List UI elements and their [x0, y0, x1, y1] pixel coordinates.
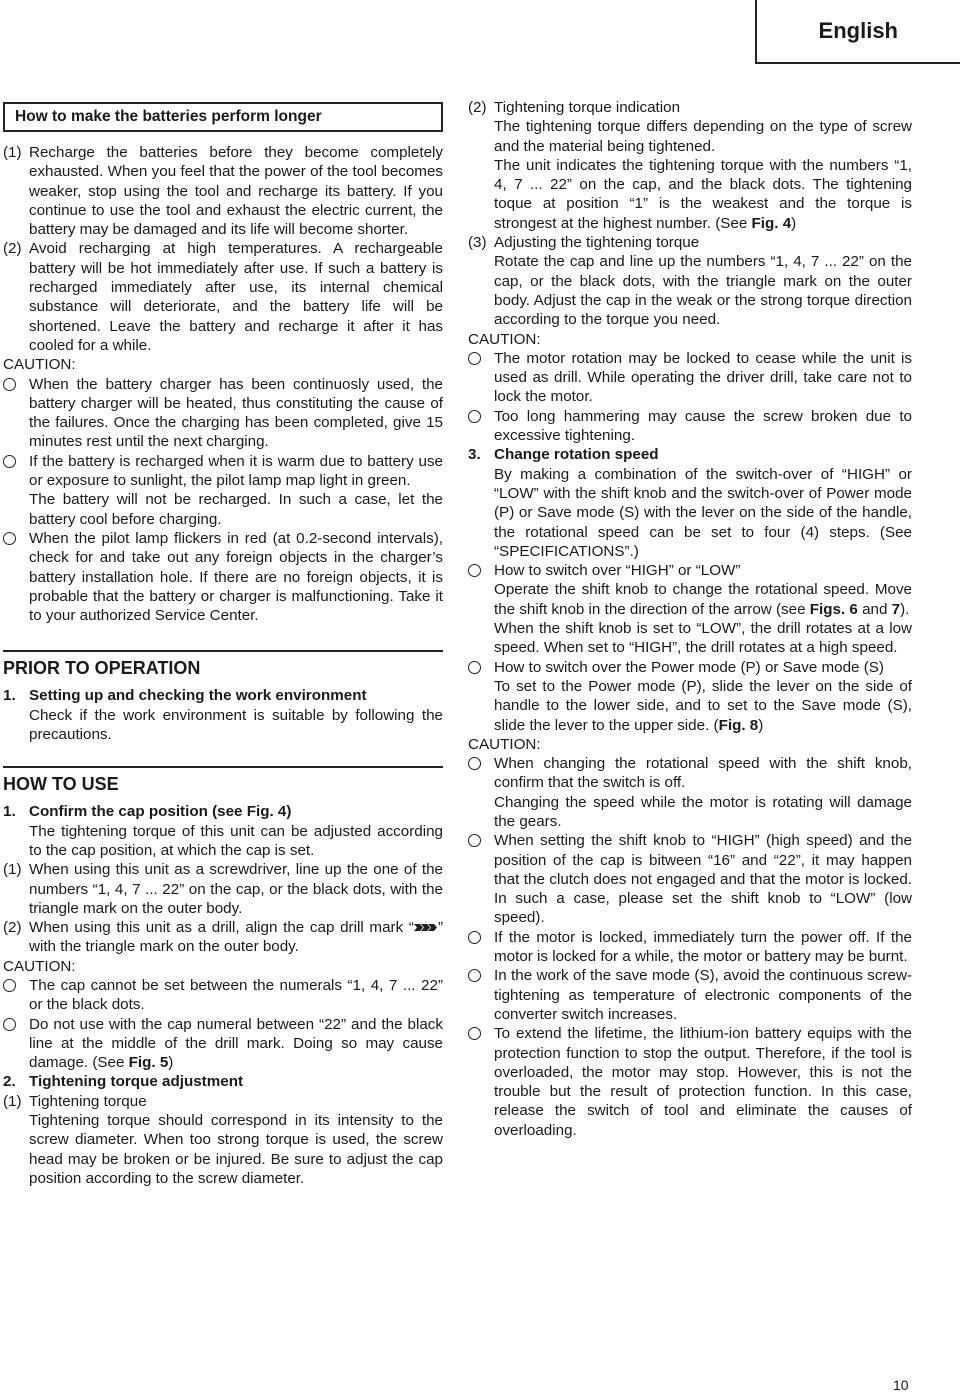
caution-heading: CAUTION: — [3, 356, 76, 374]
circle-bullet-icon — [468, 658, 494, 735]
howto-item-2 — [3, 1072, 443, 1091]
item-label: 2. — [3, 1073, 16, 1091]
circle-bullet-icon — [468, 407, 494, 446]
figure-reference: Fig. 8 — [718, 716, 759, 734]
caution-bullet — [468, 407, 912, 446]
item-label: (3) — [468, 234, 487, 252]
item-label: (2) — [468, 99, 487, 116]
bullet-text: Too long hammering may cause the screw broken due to excessive tightening. — [494, 407, 912, 445]
bullet-text: When the battery charger has been continuosly used, the battery charger will be heated, thus constituting the cause of the failures. Once the charging has been completed, give 15 minutes rest until the next charging. — [29, 375, 443, 451]
caution-bullet — [468, 349, 912, 407]
caution-bullet — [3, 375, 443, 452]
item-text: Avoid recharging at high temperatures. A rechargeable battery will be hot immediately after use. If such a battery is recharged immediately after use, its internal chemical substance will deteriorate, and the battery life will be shortened. Leave the battery and recharge it after it has cooled for a while. — [29, 240, 443, 354]
power-save-bullet — [468, 658, 912, 735]
item-text: By making a combination of the switch-over of “HIGH” or “LOW” with the shift knob and the switch-over of Power mode (P) or Save mode (S) with the lever on the side of the handle, the rotational speed can be set to four (4) steps. (See “SPECIFICATIONS”.) — [494, 465, 912, 560]
item-label: (1) — [3, 861, 22, 879]
caution-bullet — [3, 1015, 443, 1073]
item-text: Tightening torque should correspond in its intensity to the screw diameter. When too strong torque is used, the screw head may be broken or be injured. Be sure to adjust the cap position according to the screw diameter. — [29, 1112, 443, 1187]
item-text: ) — [791, 214, 797, 232]
item-text: The tightening torque differs depending on the type of screw and the material being tightened. — [494, 118, 912, 155]
rotation-speed-item — [468, 445, 912, 561]
bullet-text: To extend the lifetime, the lithium-ion battery equips with the protection function to stop the output. Therefore, if the tool is overloaded, the motor may stop. However, this is not the trouble but the result of protection function. In this case, release the switch of tool and eliminate the causes of overloading. — [494, 1025, 912, 1139]
caution-bullet — [3, 452, 443, 529]
bullet-text: When the pilot lamp flickers in red (at 0.2-second intervals), check for and take out any foreign objects in the charger’s battery installation hole. If there are no foreign objects, it is probable that the battery or charger is malfunctioning. Take it to your authorized Service Center. — [29, 529, 443, 625]
bullet-text: When setting the shift knob to “HIGH” (high speed) and the position of the cap is bitween “16” and “22”, it may happen that the clutch does not engaged and that the motor is locked. In such a case, please set the shift knob to “LOW” (low speed). — [494, 832, 912, 927]
torque-indication-item — [468, 98, 912, 233]
figure-reference: Fig. 5 — [128, 1054, 169, 1072]
circle-bullet-icon — [3, 529, 29, 625]
item-text: Rotate the cap and line up the numbers “1, 4, 7 ... 22” on the cap, or the black dots, with the triangle mark on the outer body. Adjust the cap in the weak or the strong torque direction according to the torque you need. — [494, 253, 912, 329]
bullet-text: In the work of the save mode (S), avoid the continuous screw-tightening as temperature of electronic components of the converter switch increases. — [494, 967, 912, 1023]
bullet-text: The cap cannot be set between the numerals “1, 4, 7 ... 22” or the black dots. — [29, 976, 443, 1014]
item-label: 1. — [3, 687, 16, 705]
language-label: English — [818, 18, 898, 44]
language-tab — [755, 0, 960, 64]
drill-mark-icon — [414, 922, 438, 933]
bullet-text-part: If the battery is recharged when it is warm due to battery use or exposure to sunlight, the pilot lamp map light in green. — [29, 452, 443, 490]
item-text: When using this unit as a screwdriver, line up the one of the numbers “1, 4, 7 ... 22” on the cap, or the black dots, with the triangle mark on the outer body. — [29, 861, 443, 917]
bullet-text-part: The battery will not be recharged. In such a case, let the battery cool before charging. — [29, 491, 443, 528]
item-label: (2) — [3, 919, 22, 937]
figure-reference: Fig. 4 — [751, 214, 792, 232]
bullet-text: The motor rotation may be locked to cease while the unit is used as drill. While operating the driver drill, take care not to lock the motor. — [494, 349, 912, 406]
battery-section-title-text: How to make the batteries perform longer — [15, 108, 322, 126]
caution-bullet — [468, 831, 912, 927]
battery-item-2 — [3, 239, 443, 355]
item-text: The unit indicates the tightening torque with the numbers “1, 4, 7 ... 22” on the cap, and the black dots. The tightening toque at position “1” is the weakest and the torque is strongest at the highest number. (See — [494, 156, 912, 232]
circle-bullet-icon — [3, 976, 29, 1015]
item-label: (1) — [3, 1092, 22, 1110]
bullet-text: Operate the shift knob to change the rotational speed. Move the shift knob in the direction of the arrow (see — [494, 581, 912, 618]
bullet-text: To set to the Power mode (P), slide the lever on the side of handle to the lower side, and to set to the Save mode (S), slide the lever to the upper side. ( — [494, 677, 912, 734]
item-title: Adjusting the tightening torque — [494, 234, 700, 252]
bullet-title: How to switch over “HIGH” or “LOW” — [494, 562, 741, 580]
battery-section-title — [3, 102, 443, 132]
figure-reference: 7 — [891, 600, 901, 618]
item-label: (1) — [3, 144, 22, 161]
caution-heading: CAUTION: — [468, 330, 541, 348]
bullet-text: ). — [900, 600, 910, 618]
circle-bullet-icon — [468, 831, 494, 927]
howto-item-1 — [3, 802, 443, 860]
item-text: ” with the triangle mark on the outer body. — [29, 919, 443, 956]
adjusting-torque-item — [468, 233, 912, 329]
item-title: Tightening torque indication — [494, 99, 681, 116]
item-title: Tightening torque — [29, 1092, 147, 1110]
circle-bullet-icon — [468, 754, 494, 831]
bullet-text: If the motor is locked, immediately turn the power off. If the motor is locked for a while, the motor or battery may be burnt. — [494, 928, 912, 966]
circle-bullet-icon — [468, 1024, 494, 1140]
circle-bullet-icon — [468, 966, 494, 1024]
item-text: When using this unit as a drill, align the cap drill mark “ — [29, 919, 414, 937]
prior-item-1 — [3, 686, 443, 744]
bullet-text: Do not use with the cap numeral between “22” and the black line at the middle of the drill mark. Doing so may cause damage. (See — [29, 1015, 443, 1072]
circle-bullet-icon — [468, 928, 494, 967]
bullet-text: When changing the rotational speed with the shift knob, confirm that the switch is off. — [494, 755, 912, 792]
caution-bullet — [468, 1024, 912, 1140]
item-title: Setting up and checking the work environment — [29, 687, 367, 705]
item-label: 3. — [468, 446, 481, 464]
battery-item-1 — [3, 143, 443, 239]
right-column — [468, 98, 912, 1140]
item-label: 1. — [3, 803, 16, 821]
item-label: (2) — [3, 240, 22, 258]
howto-subitem-1 — [3, 860, 443, 918]
circle-bullet-icon — [3, 1015, 29, 1073]
item-text: The tightening torque of this unit can be adjusted according to the cap position, at which the cap is set. — [29, 822, 443, 859]
item-text: Recharge the batteries before they become completely exhausted. When you feel that the power of the tool becomes weaker, stop using the tool and recharge its battery. If you continue to use the tool and exhaust the electric current, the battery may be damaged and its life will become shorter. — [29, 144, 443, 239]
left-column — [3, 98, 443, 1188]
caution-heading: CAUTION: — [468, 735, 541, 753]
bullet-text: When the shift knob is set to “LOW”, the drill rotates at a low speed. When set to “HIGH”, the drill rotates at a high speed. — [494, 620, 912, 657]
item-text: Check if the work environment is suitable by following the precautions. — [29, 706, 443, 744]
circle-bullet-icon — [3, 452, 29, 529]
figure-reference: Figs. 6 — [809, 600, 858, 618]
circle-bullet-icon — [468, 349, 494, 407]
bullet-text: ) — [758, 716, 764, 734]
page-number: 10 — [893, 1377, 909, 1393]
caution-bullet — [468, 966, 912, 1024]
caution-bullet — [468, 928, 912, 967]
caution-bullet — [3, 976, 443, 1015]
bullet-title: How to switch over the Power mode (P) or Save mode (S) — [494, 658, 884, 676]
prior-to-operation-heading: PRIOR TO OPERATION — [3, 650, 443, 680]
how-to-use-heading: HOW TO USE — [3, 766, 443, 796]
caution-bullet — [3, 529, 443, 625]
bullet-text: Changing the speed while the motor is rotating will damage the gears. — [494, 793, 912, 830]
circle-bullet-icon — [3, 375, 29, 452]
bullet-text: and — [857, 600, 892, 618]
caution-bullet — [468, 754, 912, 831]
bullet-text: ) — [168, 1054, 174, 1072]
item-title: Confirm the cap position (see Fig. 4) — [29, 803, 292, 821]
high-low-bullet — [468, 561, 912, 657]
item-title: Tightening torque adjustment — [29, 1073, 244, 1091]
item-title: Change rotation speed — [494, 446, 659, 464]
bullet-text — [29, 452, 443, 529]
howto-subitem-2 — [3, 918, 443, 957]
howto-subitem-2-1 — [3, 1092, 443, 1188]
circle-bullet-icon — [468, 561, 494, 657]
caution-heading: CAUTION: — [3, 957, 76, 975]
